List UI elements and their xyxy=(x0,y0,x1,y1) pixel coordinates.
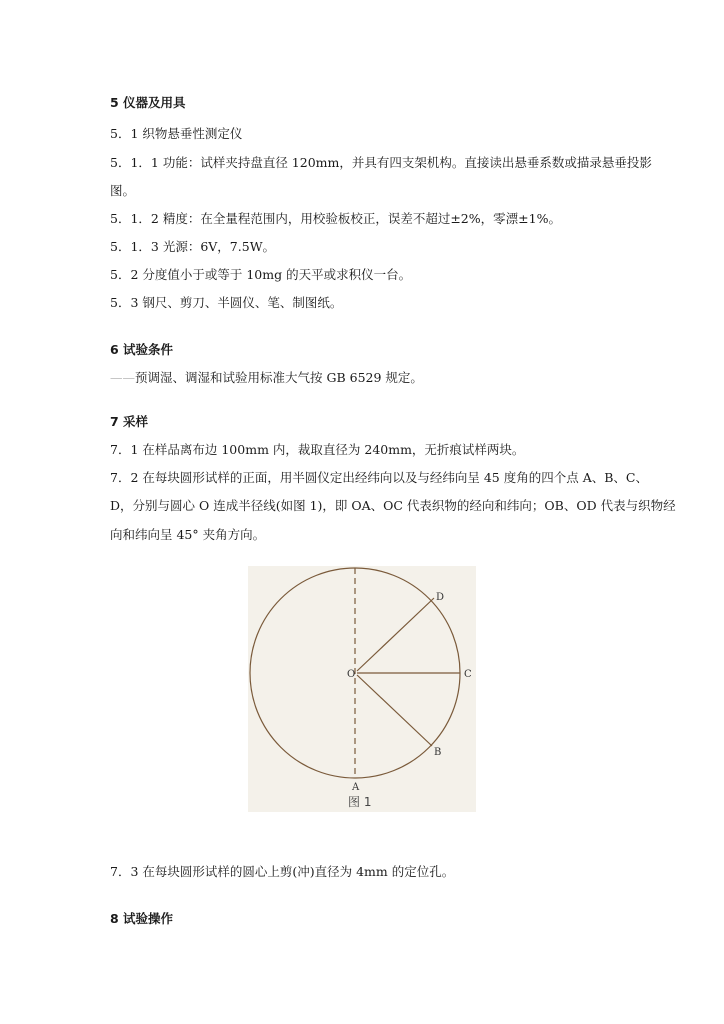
radius-ob xyxy=(357,675,432,746)
paragraph-5-1-1-line1: 5．1．1 功能：试样夹持盘直径 120mm，并具有四支架机构。直接读出悬垂系数或描录悬垂投影 xyxy=(110,155,652,170)
paragraph-7-3: 7．3 在每块圆形试样的圆心上剪(冲)直径为 4mm 的定位孔。 xyxy=(110,864,455,879)
label-o: O xyxy=(347,669,356,680)
label-b: B xyxy=(434,747,442,758)
paragraph-5-1: 5．1 织物悬垂性测定仪 xyxy=(110,126,243,141)
paragraph-6-text: 预调湿、调湿和试验用标准大气按 GB 6529 规定。 xyxy=(135,370,423,385)
figure-caption: 图 1 xyxy=(348,795,372,809)
indent-mark: —— xyxy=(110,370,135,385)
label-a: A xyxy=(352,782,360,793)
paragraph-7-2-line3: 向和纬向呈 45° 夹角方向。 xyxy=(110,527,266,542)
paragraph-7-2-line1: 7．2 在每块圆形试样的正面，用半圆仪定出经纬向以及与经纬向呈 45 度角的四个点 A、B、C、 xyxy=(110,470,648,485)
paragraph-7-2-line2: D，分别与圆心 O 连成半径线(如图 1)，即 OA、OC 代表织物的经向和纬向；OB、OD 代表与织物经 xyxy=(110,498,676,513)
label-d: D xyxy=(436,592,445,603)
section-7-heading: 7 采样 xyxy=(110,414,149,429)
label-c: C xyxy=(464,669,472,680)
section-8-heading: 8 试验操作 xyxy=(110,911,174,926)
paragraph-5-1-3: 5．1．3 光源：6V，7.5W。 xyxy=(110,239,276,254)
figure-1-diagram xyxy=(248,566,476,812)
paragraph-7-1: 7．1 在样品离布边 100mm 内，裁取直径为 240mm，无折痕试样两块。 xyxy=(110,442,525,457)
section-5-heading: 5 仪器及用具 xyxy=(110,95,186,110)
section-6-heading: 6 试验条件 xyxy=(110,342,174,357)
paragraph-5-3: 5．3 钢尺、剪刀、半圆仪、笔、制图纸。 xyxy=(110,295,343,310)
radius-od xyxy=(357,598,434,671)
paragraph-6 xyxy=(110,370,423,386)
paragraph-5-1-1-line2: 图。 xyxy=(110,183,136,198)
figure-1 xyxy=(248,566,476,812)
paragraph-5-1-2: 5．1．2 精度：在全量程范围内，用校验板校正，误差不超过±2%，零漂±1%。 xyxy=(110,211,561,226)
paragraph-5-2: 5．2 分度值小于或等于 10mg 的天平或求积仪一台。 xyxy=(110,267,412,282)
